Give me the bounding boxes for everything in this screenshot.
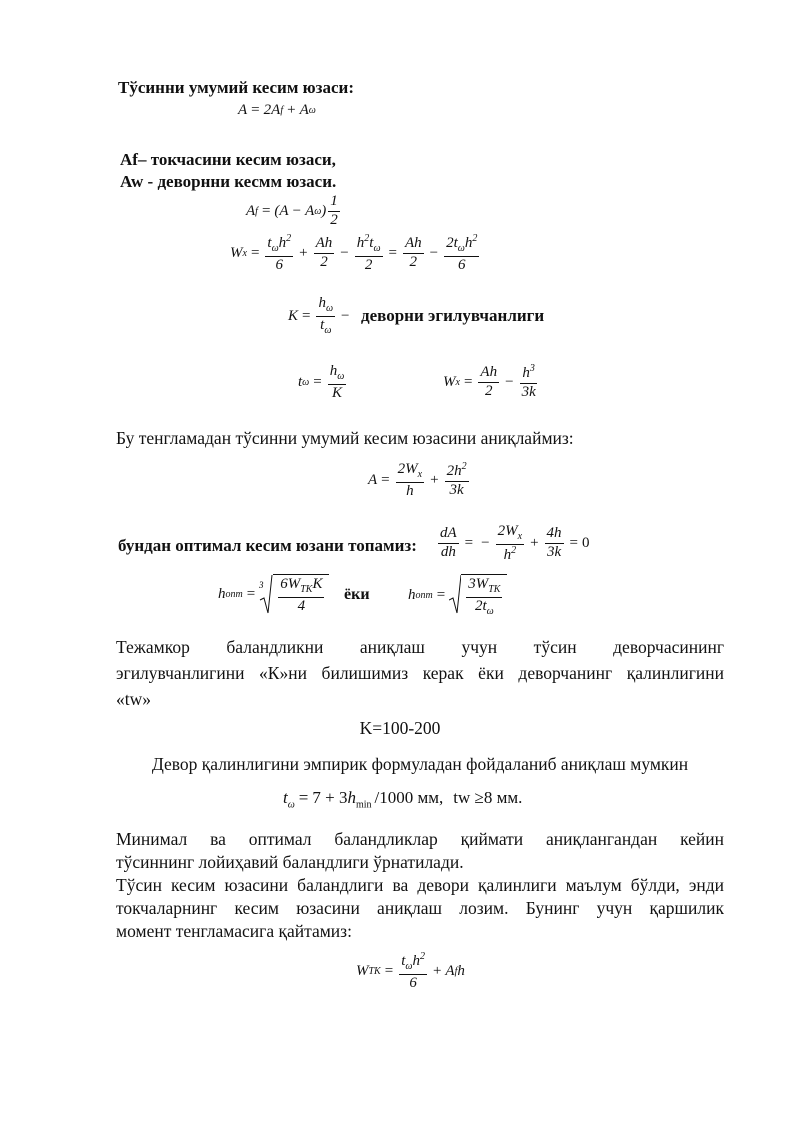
formula-wx-short: W x = $\frac{Ah}{2}$ − $\frac{h^3}{3k}$ — [443, 363, 536, 400]
paragraph-5-line-2: токчаларнинг кесим юзасини аниқлаш лозим. Бунинг учун қаршилик — [116, 898, 724, 918]
formula-tw-tail: /1000 мм, — [374, 788, 444, 807]
paragraph-5-line-3: момент тенгламасига қайтамиз: — [116, 921, 352, 941]
definition-af: Af– токчасини кесим юзаси, — [120, 150, 336, 169]
heading-total-area: Тўсинни умумий кесим юзаси: — [118, 78, 354, 97]
optimal-label: бундан оптимал кесим юзани топамиз: — [118, 536, 417, 555]
flex-label: деворни эгилувчанлиги — [361, 306, 545, 325]
formula-tw: t ω = $\frac{h_\omega}{K}$ — [298, 363, 345, 401]
definition-aw: Aw - деворнни кесмм юзаси. — [120, 172, 337, 191]
paragraph-4-line-2: тўсиннинг лойиҳавий баландлиги ўрнатилади. — [116, 852, 464, 872]
paragraph-2-line-2: эгилувчанлигини «К»ни билишимиз керак ёки деворчанинг қалинлигини — [116, 663, 724, 683]
formula-hopt-cuberoot: h опт = 3 $\frac{6W_{TK}K}{4}$ — [218, 574, 329, 614]
paragraph-2-line-3: «tw» — [116, 689, 151, 709]
formula-hopt-sqrt: h опт = $\frac{3W_{TK}}{2t_\omega}$ — [408, 574, 507, 617]
formula-tw-min: tw ≥8 мм. — [453, 788, 523, 807]
formula-wx: W x = $\frac{t_\omega h^2}{6}$ + $\frac{Ah}{2}$ − $\frac{h^2t_\omega}{2}$ = $\frac{Ah}{2}$ − $\frac{2t_\omega h^2}{6}$ — [230, 233, 478, 273]
or-word: ёки — [344, 586, 370, 603]
formula-wtk: W TK = $\frac{t_\omega h^2}{6}$ + A f h — [356, 951, 465, 991]
formula-derivative: $\frac{dA}{dh}$ = − $\frac{2W_x}{h^2}$ + $\frac{4h}{3k}$ = 0 — [440, 523, 590, 563]
paragraph-3: Девор қалинлигини эмпирик формуладан фойдаланиб аниқлаш мумкин — [151, 754, 689, 774]
formula-area-from-w: A = $\frac{2W_x}{h}$ + $\frac{2h^2}{3k}$ — [368, 461, 467, 499]
k-range: K=100-200 — [359, 718, 441, 738]
svg-text:3: 3 — [259, 580, 264, 590]
paragraph-5-line-1: Тўсин кесим юзасини баландлиги ва девори қалинлиги маълум бўлди, энди — [116, 875, 724, 895]
paragraph-4-line-1: Минимал ва оптимал баландликлар қиймати аниқлангандан кейин — [116, 829, 724, 849]
formula-af: A f = (A − A ω ) $\frac{1}{2}$ — [246, 193, 338, 228]
formula-total-area: A = 2A f + A ω — [238, 102, 316, 118]
paragraph-1: Бу тенгламадан тўсинни умумий кесим юзасини аниқлаймиз: — [116, 428, 574, 448]
formula-tw-empirical: $t_\omega$ = $7 + 3h_{min}$ /1000 мм, tw ≥8 мм. — [283, 788, 523, 811]
formula-k: K = $\frac{h_\omega}{t_\omega}$ − — [288, 295, 350, 336]
paragraph-2-line-1: Тежамкор баландликни аниқлаш учун тўсин деворчасининг — [116, 637, 724, 657]
